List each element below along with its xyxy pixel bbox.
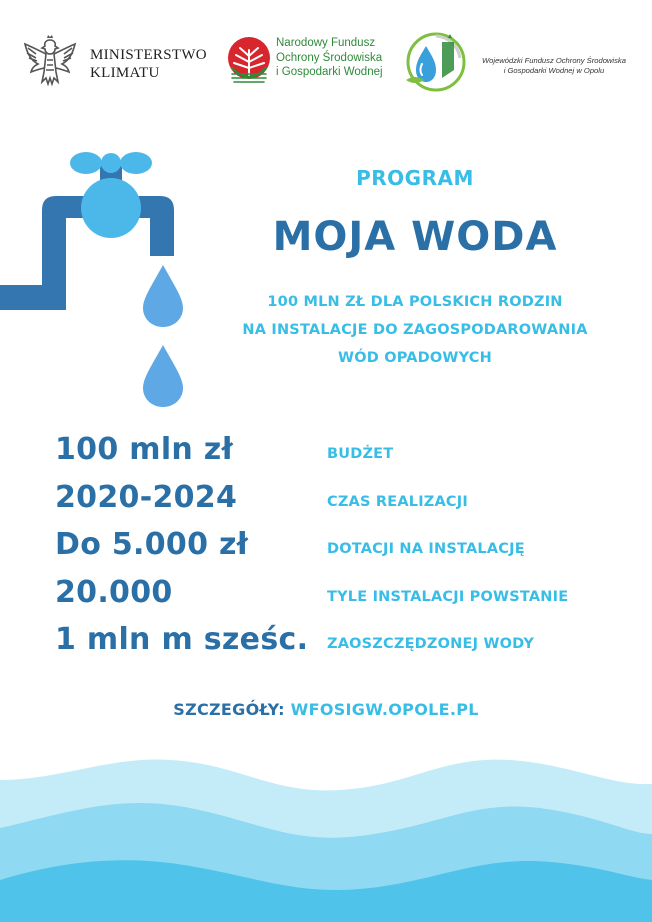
stat-value: Do 5.000 zł <box>55 527 249 562</box>
wfosigw-logo <box>398 30 652 94</box>
ministry-name-line2: KLIMATU <box>90 65 160 81</box>
nfosigw-logo <box>226 36 396 96</box>
logo-bar <box>0 28 652 98</box>
subtitle-line2: NA INSTALACJE DO ZAGOSPODAROWANIA <box>242 322 588 338</box>
stat-value: 100 mln zł <box>55 432 234 467</box>
wfosigw-name-line1: Wojewódzki Fundusz Ochrony Środowiska <box>482 56 626 65</box>
subtitle-line3: WÓD OPADOWYCH <box>338 350 492 366</box>
water-drop-lower <box>143 345 183 407</box>
stats-list <box>55 432 635 670</box>
details-line <box>0 700 652 719</box>
tap-handle-left <box>70 152 102 174</box>
nfosigw-tree-icon <box>226 36 272 86</box>
details-url-link[interactable]: WFOSIGW.OPOLE.PL <box>290 700 479 719</box>
stat-row-water-saved <box>55 622 635 670</box>
stat-row-budget <box>55 432 635 480</box>
program-title: MOJA WODA <box>272 214 558 260</box>
program-subtitle <box>205 288 625 372</box>
details-label: SZCZEGÓŁY: <box>173 700 285 719</box>
tap-handle-right <box>120 152 152 174</box>
subtitle-line1: 100 MLN ZŁ DLA POLSKICH RODZIN <box>267 294 563 310</box>
ministry-logo <box>20 32 210 92</box>
program-label: PROGRAM <box>356 166 474 190</box>
nfosigw-name-line3: i Gospodarki Wodnej <box>276 66 383 78</box>
water-drop-upper <box>143 265 183 327</box>
stat-label: CZAS REALIZACJI <box>327 493 468 510</box>
stat-label: TYLE INSTALACJI POWSTANIE <box>327 588 569 605</box>
nfosigw-name-line1: Narodowy Fundusz <box>276 37 376 49</box>
wfosigw-drop-icon <box>398 30 468 94</box>
nfosigw-name-line2: Ochrony Środowiska <box>276 51 383 64</box>
stat-row-grant <box>55 527 635 575</box>
eagle-emblem-icon <box>20 32 80 92</box>
stat-label: BUDŻET <box>327 446 394 462</box>
wfosigw-name-line2: i Gospodarki Wodnej w Opolu <box>503 66 605 75</box>
tap-body <box>81 178 141 238</box>
stat-value: 1 mln m sześc. <box>55 622 309 657</box>
stat-label: DOTACJI NA INSTALACJĘ <box>327 541 525 557</box>
stat-row-period <box>55 480 635 528</box>
stat-label: ZAOSZCZĘDZONEJ WODY <box>327 636 535 652</box>
tap-handle-center <box>101 153 121 173</box>
stat-row-installations <box>55 575 635 623</box>
stat-value: 2020-2024 <box>55 479 238 515</box>
stat-value: 20.000 <box>55 574 173 610</box>
ministry-name-line1: MINISTERSTWO <box>90 47 207 63</box>
water-tap-illustration <box>0 150 200 412</box>
wave-decoration <box>0 750 652 922</box>
